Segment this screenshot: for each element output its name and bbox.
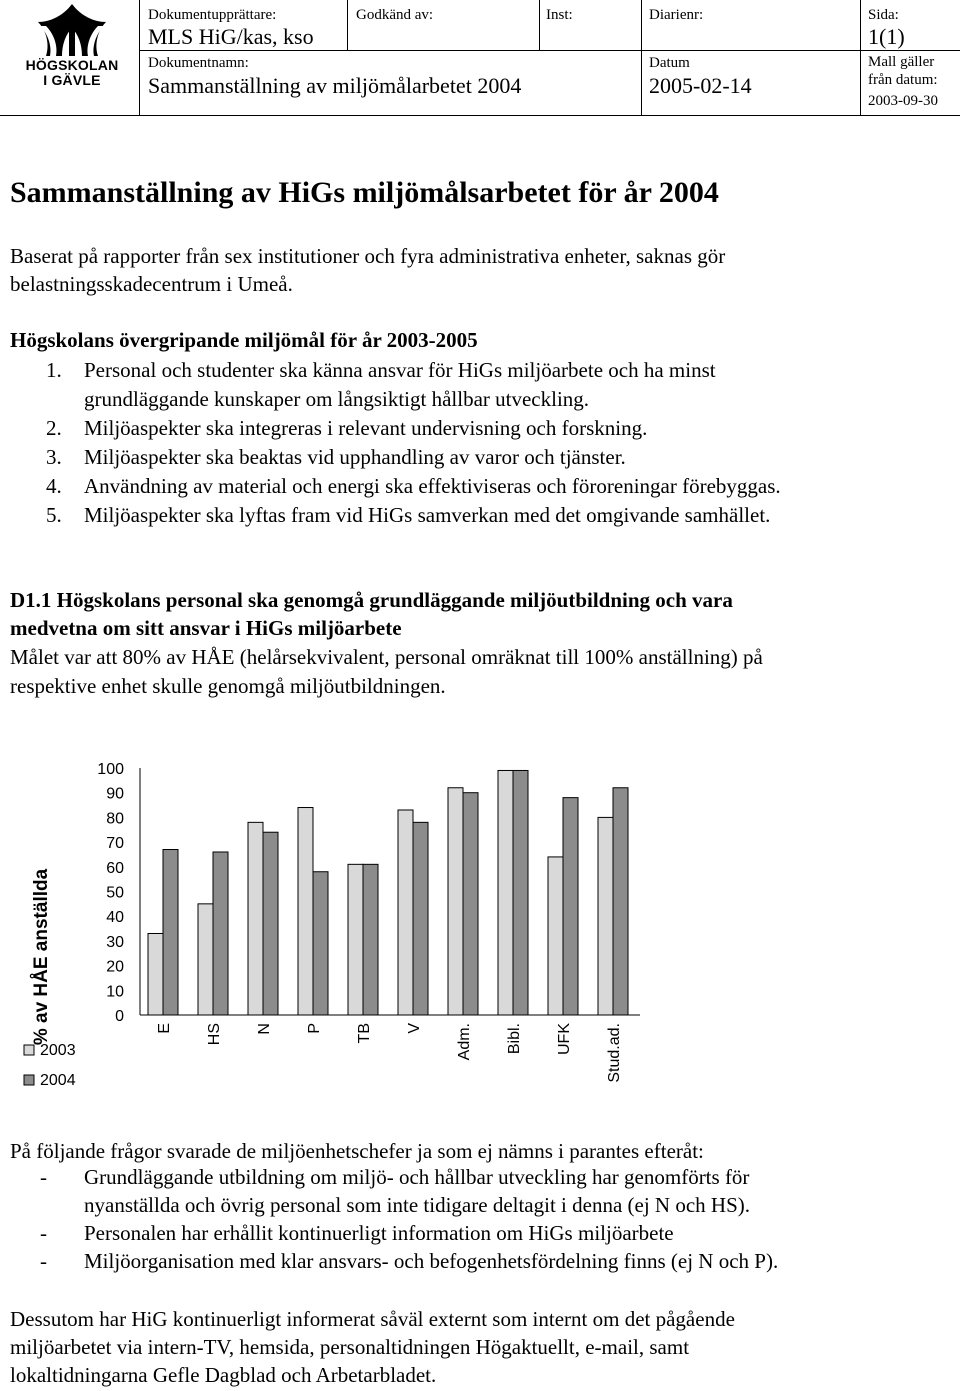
bar-2003-e	[148, 933, 163, 1015]
y-tick-label: 60	[106, 859, 124, 877]
x-tick-label: V	[406, 1023, 423, 1034]
bar-2003-ufk	[548, 857, 563, 1015]
x-tick-label: Adm.	[456, 1023, 473, 1061]
hig-logo-icon	[16, 2, 128, 58]
bar-2004-v	[413, 822, 428, 1015]
y-tick-label: 0	[115, 1008, 124, 1025]
y-tick-label: 40	[106, 909, 124, 927]
y-tick-label: 90	[106, 785, 124, 803]
x-tick-label: HS	[206, 1023, 223, 1046]
closing-text: miljöarbetet via intern-TV, hemsida, personaltidningen Högaktuellt, e-mail, samt	[10, 1335, 690, 1359]
template-label-1: Mall gäller	[868, 54, 935, 70]
goal-text: Miljöaspekter ska beaktas vid upphandling av varor och tjänster.	[84, 445, 626, 469]
bar-2004-studad	[613, 788, 628, 1015]
bar-2003-bibl	[498, 770, 513, 1015]
x-tick-label: Bibl.	[506, 1023, 523, 1055]
x-tick-label: UFK	[556, 1023, 573, 1055]
goal-number: 3.	[46, 445, 62, 469]
goal-text: Miljöaspekter ska lyftas fram vid HiGs samverkan med det omgivande samhället.	[84, 503, 771, 527]
x-tick-label: Stud.ad.	[606, 1023, 623, 1083]
diarienr-label: Diarienr:	[649, 7, 704, 23]
bar-2004-hs	[213, 852, 228, 1015]
bar-2004-tb	[363, 864, 378, 1015]
legend-swatch-2004	[24, 1075, 34, 1085]
intro-text: belastningsskadecentrum i Umeå.	[10, 272, 293, 296]
list-dash: -	[40, 1165, 47, 1189]
bar-2004-bibl	[513, 770, 528, 1015]
bar-2003-studad	[598, 817, 613, 1015]
header-divider	[139, 0, 140, 116]
bar-2004-e	[163, 850, 178, 1015]
legend-swatch-2003	[24, 1045, 34, 1055]
y-tick-label: 50	[106, 884, 124, 902]
intro-text: Baserat på rapporter från sex institutioner och fyra administrativa enheter, saknas gör	[10, 244, 726, 268]
header-divider	[860, 0, 861, 116]
doc-author-value: MLS HiG/kas, kso	[148, 24, 314, 49]
goal-number: 1.	[46, 358, 62, 382]
answer-text: Personalen har erhållit kontinuerligt information om HiGs miljöarbete	[84, 1221, 674, 1245]
header-divider	[347, 0, 348, 50]
header-divider	[539, 0, 540, 50]
section-text: respektive enhet skulle genomgå miljöutbildningen.	[10, 674, 446, 698]
answer-text: nyanställda och övrig personal som inte tidigare deltagit i denna (ej N och HS).	[84, 1193, 750, 1217]
bar-2003-hs	[198, 904, 213, 1015]
hig-logo	[16, 2, 128, 112]
bar-2003-tb	[348, 864, 363, 1015]
date-value: 2005-02-14	[649, 73, 752, 98]
header-divider	[641, 0, 642, 116]
list-dash: -	[40, 1221, 47, 1245]
answers-intro: På följande frågor svarade de miljöenhetschefer ja som ej nämns i parantes efteråt:	[10, 1139, 704, 1163]
logo-line-1: HÖGSKOLAN	[25, 57, 119, 73]
goal-text: Miljöaspekter ska integreras i relevant undervisning och forskning.	[84, 416, 648, 440]
page-title: Sammanställning av HiGs miljömålsarbetet för år 2004	[10, 176, 719, 209]
bar-2003-p	[298, 808, 313, 1015]
bar-2004-ufk	[563, 798, 578, 1015]
y-axis-title: % av HÅE anställda	[31, 868, 52, 1046]
goal-number: 2.	[46, 416, 62, 440]
closing-text: Dessutom har HiG kontinuerligt informerat såväl externt som internt om det pågående	[10, 1307, 735, 1331]
legend-label-2003: 2003	[40, 1042, 76, 1059]
section-heading: medvetna om sitt ansvar i HiGs miljöarbete	[10, 616, 402, 640]
goal-text: Personal och studenter ska känna ansvar för HiGs miljöarbete och ha minst	[84, 358, 716, 382]
y-tick-label: 20	[106, 958, 124, 976]
x-tick-label: N	[256, 1023, 273, 1035]
date-label: Datum	[649, 55, 690, 71]
bar-2004-p	[313, 872, 328, 1015]
bar-2004-n	[263, 832, 278, 1015]
bar-2003-adm	[448, 788, 463, 1015]
approved-label: Godkänd av:	[356, 7, 434, 23]
page-value: 1(1)	[868, 24, 905, 49]
legend-label-2004: 2004	[40, 1072, 76, 1089]
page-label: Sida:	[868, 7, 899, 23]
doc-name-label: Dokumentnamn:	[148, 55, 249, 71]
closing-text: lokaltidningarna Gefle Dagblad och Arbetarbladet.	[10, 1363, 437, 1387]
goal-number: 5.	[46, 503, 62, 527]
y-tick-label: 80	[106, 810, 124, 828]
answer-text: Grundläggande utbildning om miljö- och hållbar utveckling har genomförts för	[84, 1165, 750, 1189]
goal-text: Användning av material och energi ska effektiviseras och föroreningar förebyggas.	[84, 474, 781, 498]
x-tick-label: TB	[356, 1023, 373, 1044]
section-text: Målet var att 80% av HÅE (helårsekvivalent, personal omräknat till 100% anställning) på	[10, 645, 763, 669]
doc-author-label: Dokumentupprättare:	[148, 7, 277, 23]
header-divider	[139, 50, 960, 51]
y-tick-label: 100	[97, 761, 124, 778]
document-header	[0, 0, 960, 116]
y-tick-label: 10	[106, 983, 124, 1001]
doc-name-value: Sammanställning av miljömålarbetet 2004	[148, 73, 522, 98]
inst-label: Inst:	[546, 7, 573, 23]
template-date: 2003-09-30	[868, 93, 938, 109]
logo-line-2: I GÄVLE	[43, 72, 101, 88]
template-label-2: från datum:	[868, 72, 938, 88]
training-bar-chart	[0, 745, 960, 1105]
bar-2004-adm	[463, 793, 478, 1015]
y-tick-label: 30	[106, 933, 124, 951]
y-tick-label: 70	[106, 835, 124, 853]
answer-text: Miljöorganisation med klar ansvars- och befogenhetsfördelning finns (ej N och P).	[84, 1249, 779, 1273]
goals-heading: Högskolans övergripande miljömål för år 2003-2005	[10, 328, 478, 352]
goal-number: 4.	[46, 474, 62, 498]
bar-2003-v	[398, 810, 413, 1015]
goal-text: grundläggande kunskaper om långsiktigt hållbar utveckling.	[84, 387, 590, 411]
section-heading: D1.1 Högskolans personal ska genomgå grundläggande miljöutbildning och vara	[10, 588, 733, 612]
bar-2003-n	[248, 822, 263, 1015]
x-tick-label: E	[156, 1023, 173, 1034]
list-dash: -	[40, 1249, 47, 1273]
x-tick-label: P	[306, 1023, 323, 1034]
